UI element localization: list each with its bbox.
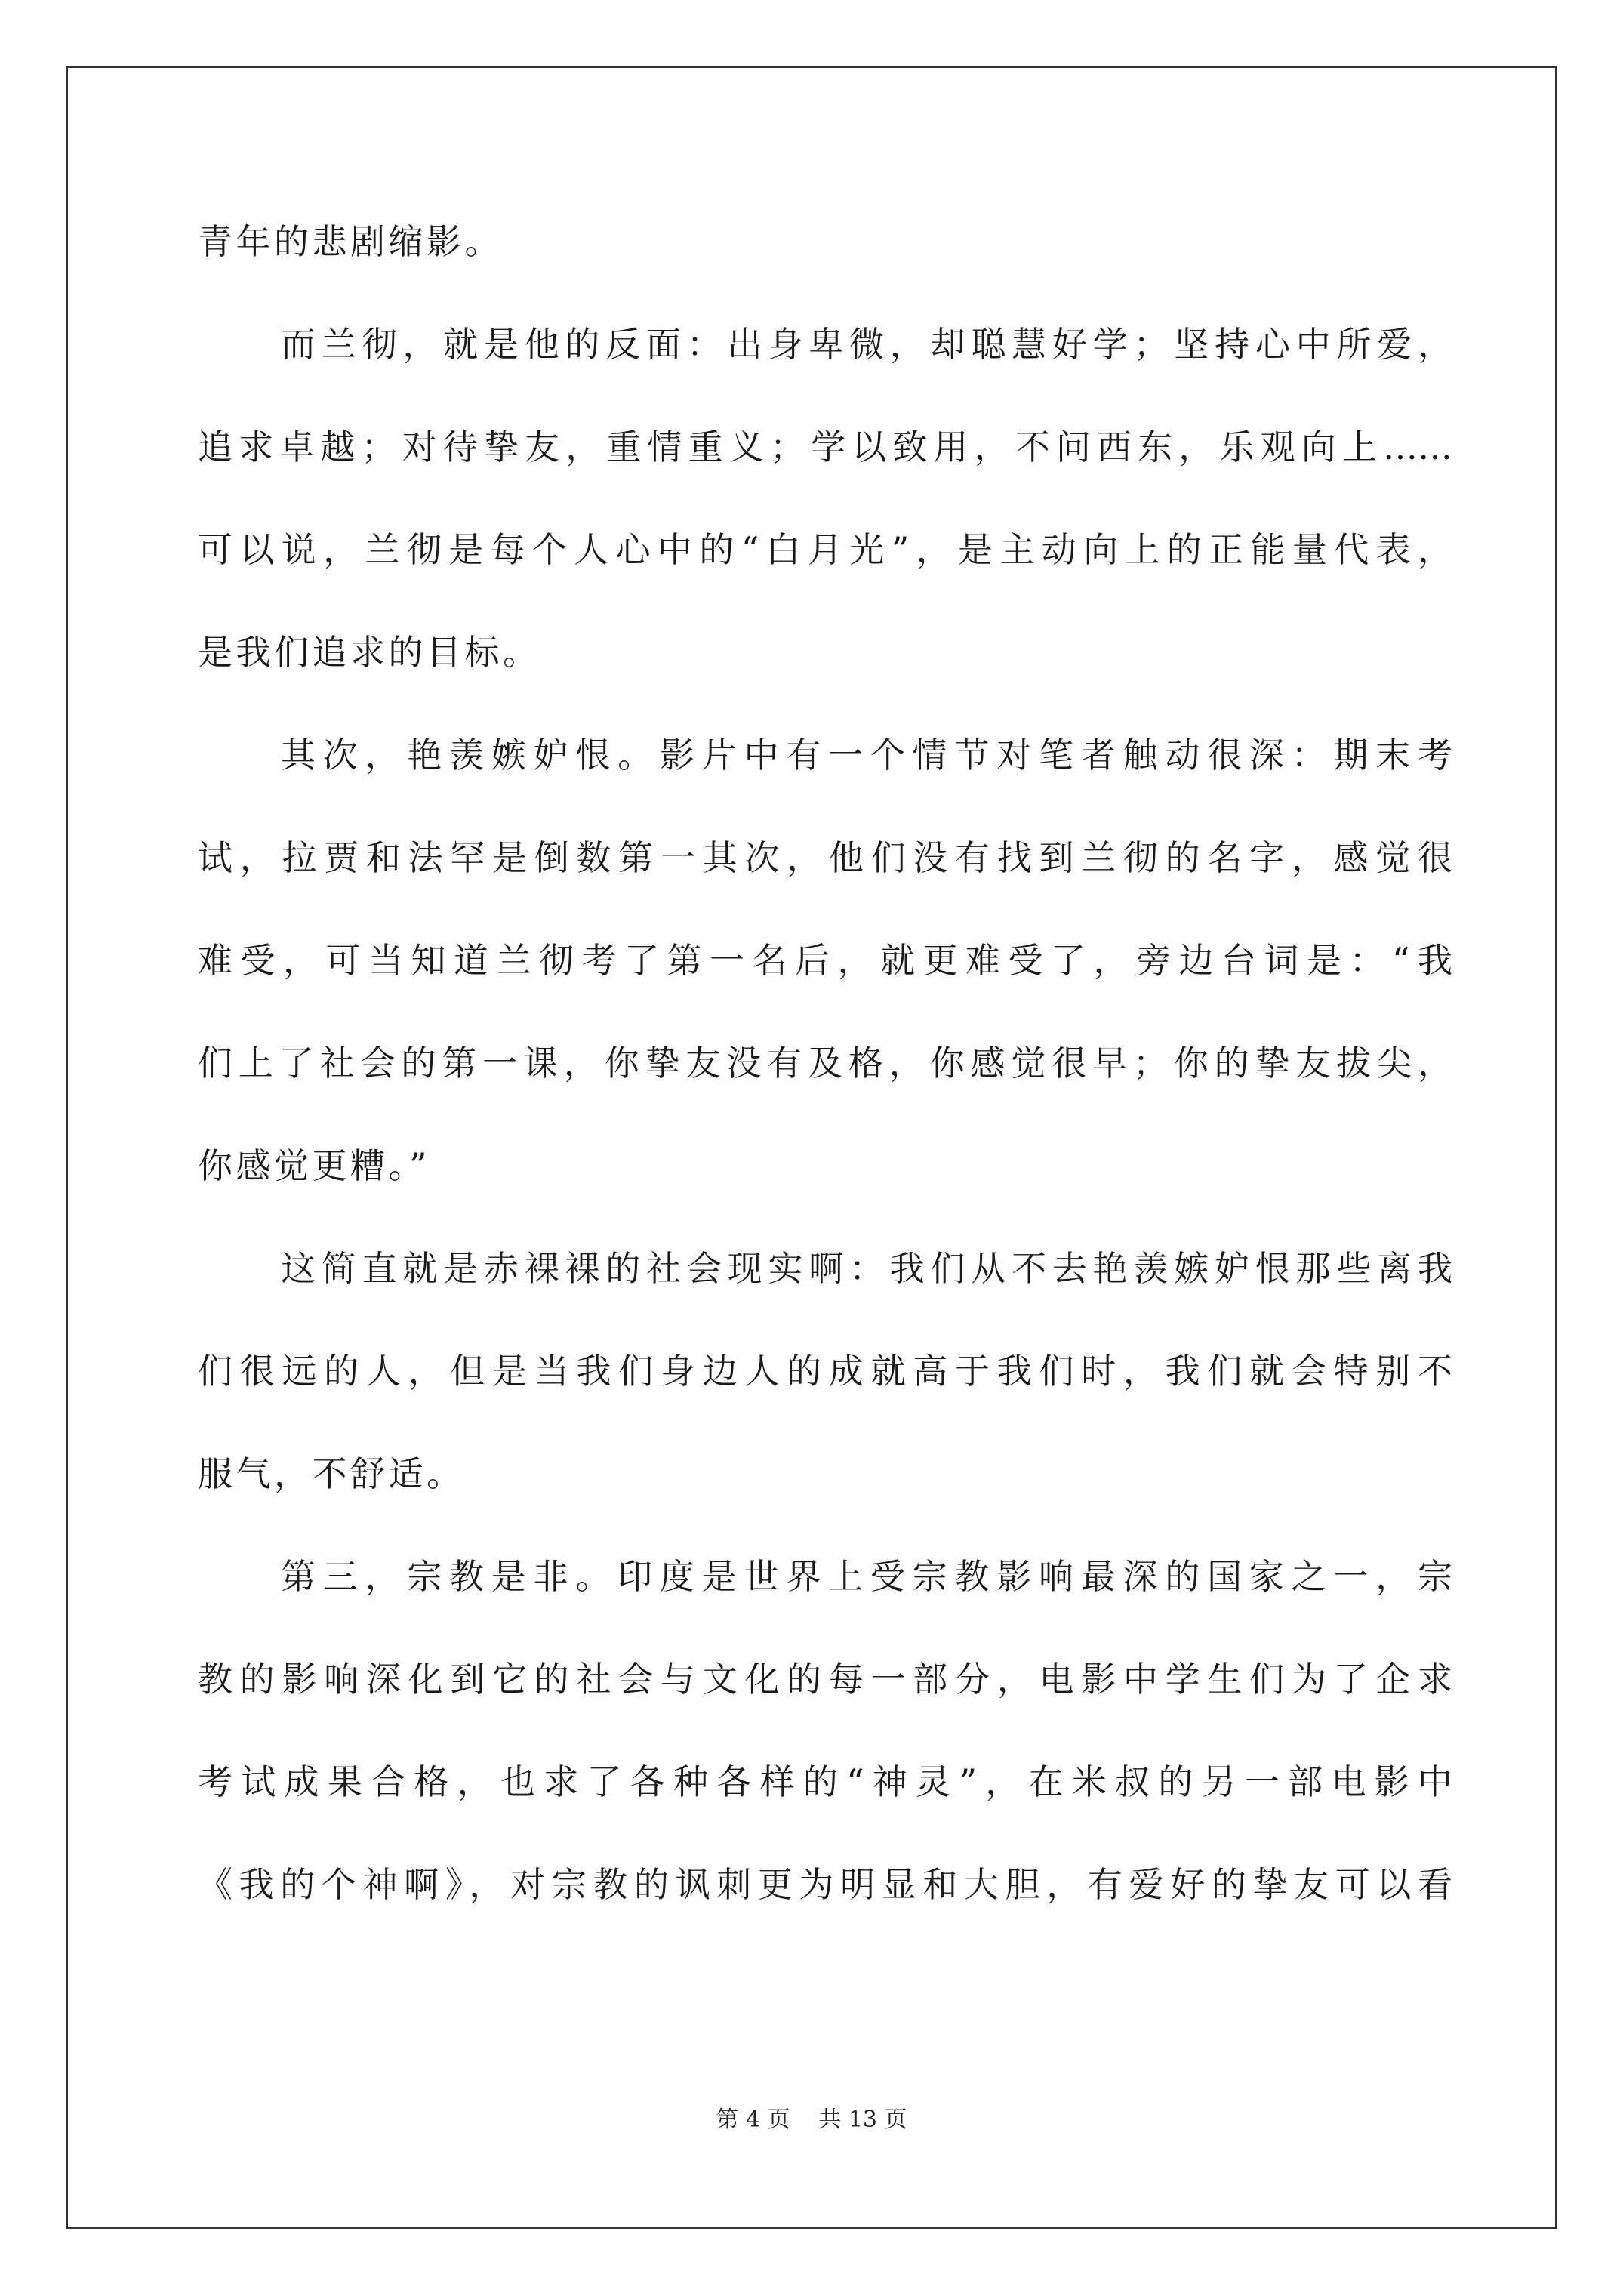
text-line: 追求卓越；对待挚友，重情重义；学以致用，不问西东，乐观向上……	[198, 427, 1452, 467]
text-line: 可以说，兰彻是每个人心中的“白月光”，是主动向上的正能量代表，	[198, 529, 1452, 570]
text-line: 试，拉贾和法罕是倒数第一其次，他们没有找到兰彻的名字，感觉很	[198, 837, 1452, 878]
text-line: 而兰彻，就是他的反面：出身卑微，却聪慧好学；坚持心中所爱，	[281, 324, 1452, 365]
text-line: 青年的悲剧缩影。	[198, 221, 503, 262]
text-line: 们上了社会的第一课，你挚友没有及格，你感觉很早；你的挚友拔尖，	[198, 1043, 1452, 1083]
page-total: 共 13 页	[818, 2106, 907, 2133]
text-line: 是我们追求的目标。	[198, 632, 541, 673]
text-line: 服气，不舒适。	[198, 1453, 465, 1494]
text-line: 第三，宗教是非。印度是世界上受宗教影响最深的国家之一，宗	[281, 1556, 1452, 1597]
page-footer	[0, 2105, 1623, 2135]
text-line: 难受，可当知道兰彻考了第一名后，就更难受了，旁边台词是：“我	[198, 940, 1452, 981]
text-line: 们很远的人，但是当我们身边人的成就高于我们时，我们就会特别不	[198, 1351, 1452, 1391]
page-number: 第 4 页	[716, 2106, 790, 2133]
text-line: 教的影响深化到它的社会与文化的每一部分，电影中学生们为了企求	[198, 1659, 1452, 1700]
text-line: 这简直就是赤裸裸的社会现实啊：我们从不去艳羡嫉妒恨那些离我	[281, 1248, 1452, 1289]
text-line: 其次，艳羡嫉妒恨。影片中有一个情节对笔者触动很深：期末考	[281, 735, 1452, 775]
text-line: 你感觉更糟。”	[198, 1145, 431, 1186]
text-line: 考试成果合格，也求了各种各样的“神灵”，在米叔的另一部电影中	[198, 1761, 1452, 1802]
text-line: 《我的个神啊》，对宗教的讽刺更为明显和大胆，有爱好的挚友可以看	[198, 1864, 1452, 1905]
